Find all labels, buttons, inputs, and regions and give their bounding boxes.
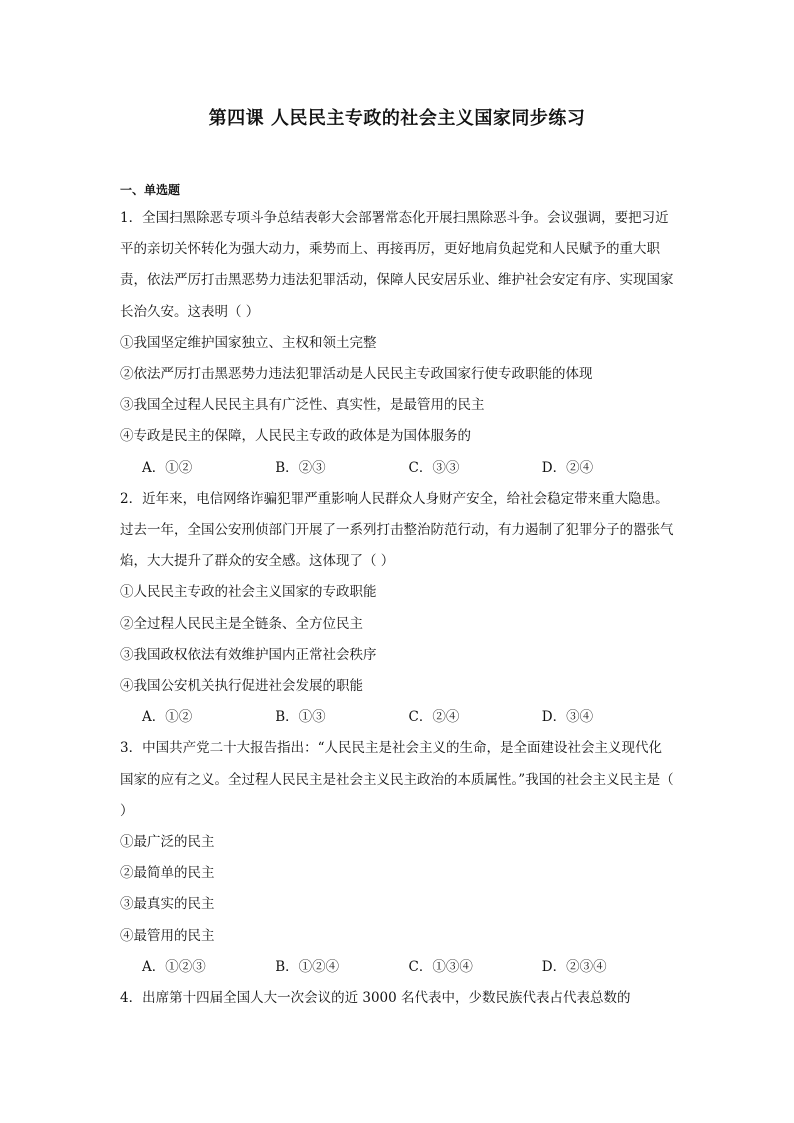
- question-option: ②全过程人民民主是全链条、全方位民主: [120, 615, 363, 632]
- choice-b: B．②③: [275, 459, 326, 476]
- answer-choices: [120, 702, 675, 733]
- question-option: ②最简单的民主: [120, 865, 215, 882]
- question-4: [120, 983, 675, 1014]
- answer-choices: [120, 453, 675, 484]
- choice-a: A．①②: [142, 459, 193, 476]
- question-stem: 4．出席第十四届全国人大一次会议的近 3000 名代表中，少数民族代表占代表总数的: [120, 990, 631, 1007]
- question-list: [120, 203, 675, 1014]
- question-option: ④我国公安机关执行促进社会发展的职能: [120, 678, 363, 695]
- choice-b: B．①②④: [275, 958, 340, 975]
- choice-c: C．①③④: [408, 958, 473, 975]
- answer-choices: [120, 952, 675, 983]
- question-option: ④最管用的民主: [120, 927, 215, 944]
- question-stem: 3．中国共产党二十大报告指出：“人民民主是社会主义的生命，是全面建设社会主义现代化国家的应有之义。全过程人民民主是社会主义民主政治的本质属性。”我国的社会主义民主是（ ）: [120, 740, 674, 819]
- choice-a: A．①②: [142, 709, 193, 726]
- question-1: [120, 203, 675, 484]
- section-heading: 一、单选题: [120, 183, 181, 197]
- choice-b: B．①③: [275, 709, 326, 726]
- choice-d: D．②③④: [541, 958, 607, 975]
- question-option: ④专政是民主的保障，人民民主专政的政体是为国体服务的: [120, 428, 471, 445]
- question-option: ①我国坚定维护国家独立、主权和领土完整: [120, 334, 377, 351]
- page-title: 第四课 人民民主专政的社会主义国家同步练习: [208, 108, 586, 129]
- question-option: ③我国政权依法有效维护国内正常社会秩序: [120, 646, 377, 663]
- question-option: ③最真实的民主: [120, 896, 215, 913]
- choice-d: D．③④: [541, 709, 594, 726]
- question-stem: 2．近年来，电信网络诈骗犯罪严重影响人民群众人身财产安全，给社会稳定带来重大隐患。过去一年，全国公安刑侦部门开展了一系列打击整治防范行动，有力遏制了犯罪分子的嚣张气焰，大大提升了群众的安全感。这体现了（ ）: [120, 490, 674, 570]
- question-stem: 1．全国扫黑除恶专项斗争总结表彰大会部署常态化开展扫黑除恶斗争。会议强调，要把习近平的亲切关怀转化为强大动力，乘势而上、再接再厉，更好地肩负起党和人民赋予的重大职责，依法严厉打击黑恶势力违法犯罪活动，保障人民安居乐业、维护社会安定有序、实现国家长治久安。这表明（ ）: [120, 210, 674, 320]
- question-option: ③我国全过程人民民主具有广泛性、真实性，是最管用的民主: [120, 397, 485, 414]
- question-option: ①人民民主专政的社会主义国家的专政职能: [120, 584, 377, 601]
- question-option: ①最广泛的民主: [120, 834, 215, 851]
- choice-d: D．②④: [541, 459, 594, 476]
- question-2: [120, 484, 675, 734]
- choice-a: A．①②③: [142, 958, 206, 975]
- choice-c: C．③③: [408, 459, 460, 476]
- question-3: [120, 733, 675, 983]
- question-option: ②依法严厉打击黑恶势力违法犯罪活动是人民民主专政国家行使专政职能的体现: [120, 366, 593, 383]
- choice-c: C．②④: [408, 709, 460, 726]
